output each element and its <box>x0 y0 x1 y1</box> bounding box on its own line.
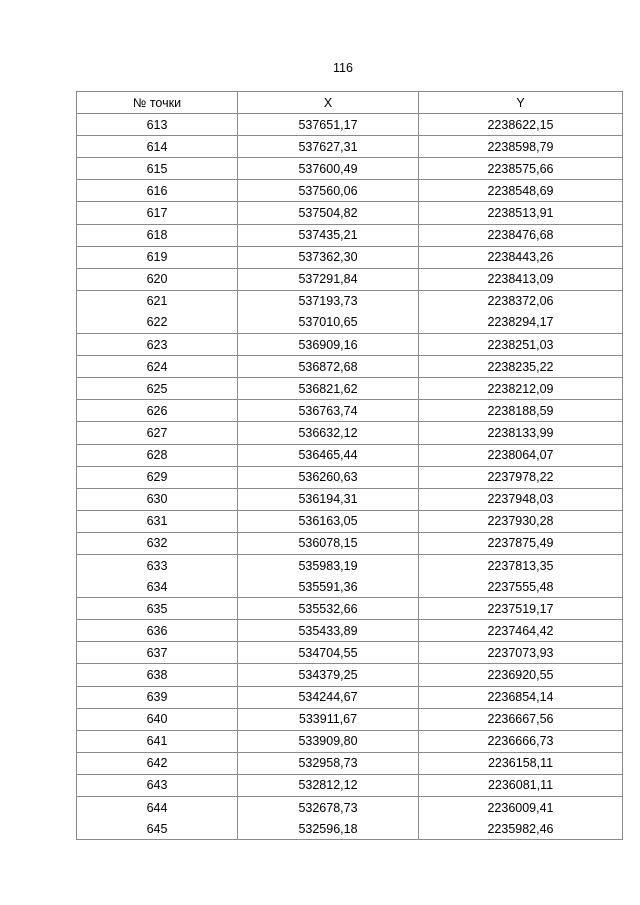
x-coordinate-cell: 533909,80 <box>238 730 419 752</box>
y-coordinate-cell: 2237519,17 <box>419 598 623 620</box>
x-coordinate-cell: 533911,67 <box>238 708 419 730</box>
point-number-cell: 613 <box>77 114 238 136</box>
table-row <box>77 246 623 268</box>
x-coordinate-cell: 535532,66 <box>238 598 419 620</box>
table-row <box>77 730 623 752</box>
table-row <box>77 180 623 202</box>
x-coordinate-cell: 532678,73 <box>238 797 419 819</box>
y-coordinate-cell: 2238133,99 <box>419 422 623 444</box>
table-row <box>77 554 623 576</box>
y-coordinate-cell: 2238548,69 <box>419 180 623 202</box>
point-number-cell: 614 <box>77 136 238 158</box>
y-coordinate-cell: 2238235,22 <box>419 356 623 378</box>
x-coordinate-cell: 532812,12 <box>238 774 419 796</box>
point-number-cell: 626 <box>77 400 238 422</box>
point-number-cell: 632 <box>77 532 238 554</box>
x-coordinate-cell: 536465,44 <box>238 444 419 466</box>
y-coordinate-cell: 2238575,66 <box>419 158 623 180</box>
point-number-cell: 629 <box>77 466 238 488</box>
table-row <box>77 334 623 356</box>
x-coordinate-cell: 537193,73 <box>238 290 419 312</box>
table-row <box>77 664 623 686</box>
y-coordinate-cell: 2237073,93 <box>419 642 623 664</box>
table-row <box>77 532 623 554</box>
y-coordinate-cell: 2238598,79 <box>419 136 623 158</box>
x-coordinate-cell: 537435,21 <box>238 224 419 246</box>
point-number-cell: 645 <box>77 818 238 840</box>
point-number-cell: 618 <box>77 224 238 246</box>
table-row <box>77 136 623 158</box>
table-body <box>77 114 623 840</box>
point-number-cell: 630 <box>77 488 238 510</box>
table-row <box>77 466 623 488</box>
point-number-cell: 616 <box>77 180 238 202</box>
x-coordinate-cell: 537010,65 <box>238 312 419 334</box>
y-coordinate-cell: 2237930,28 <box>419 510 623 532</box>
point-number-cell: 637 <box>77 642 238 664</box>
table-row <box>77 797 623 819</box>
x-coordinate-cell: 534244,67 <box>238 686 419 708</box>
y-coordinate-cell: 2237464,42 <box>419 620 623 642</box>
table-header-row <box>77 92 623 114</box>
column-header-x: X <box>238 92 419 114</box>
y-coordinate-cell: 2236920,55 <box>419 664 623 686</box>
point-number-cell: 634 <box>77 576 238 598</box>
table-row <box>77 444 623 466</box>
y-coordinate-cell: 2236158,11 <box>419 752 623 774</box>
point-number-cell: 623 <box>77 334 238 356</box>
table-row <box>77 642 623 664</box>
point-number-cell: 641 <box>77 730 238 752</box>
table-row <box>77 158 623 180</box>
x-coordinate-cell: 532596,18 <box>238 818 419 840</box>
table-row <box>77 708 623 730</box>
table-row <box>77 378 623 400</box>
y-coordinate-cell: 2236009,41 <box>419 797 623 819</box>
point-number-cell: 643 <box>77 774 238 796</box>
y-coordinate-cell: 2238251,03 <box>419 334 623 356</box>
table-row <box>77 576 623 598</box>
point-number-cell: 644 <box>77 797 238 819</box>
y-coordinate-cell: 2238188,59 <box>419 400 623 422</box>
x-coordinate-cell: 536909,16 <box>238 334 419 356</box>
y-coordinate-cell: 2238513,91 <box>419 202 623 224</box>
page-number: 116 <box>333 61 353 75</box>
x-coordinate-cell: 535591,36 <box>238 576 419 598</box>
x-coordinate-cell: 537651,17 <box>238 114 419 136</box>
point-number-cell: 640 <box>77 708 238 730</box>
y-coordinate-cell: 2236081,11 <box>419 774 623 796</box>
point-number-cell: 635 <box>77 598 238 620</box>
point-number-cell: 624 <box>77 356 238 378</box>
point-number-cell: 621 <box>77 290 238 312</box>
x-coordinate-cell: 536260,63 <box>238 466 419 488</box>
point-number-cell: 625 <box>77 378 238 400</box>
column-header-y: Y <box>419 92 623 114</box>
x-coordinate-cell: 537560,06 <box>238 180 419 202</box>
y-coordinate-cell: 2238476,68 <box>419 224 623 246</box>
table-row <box>77 312 623 334</box>
point-number-cell: 631 <box>77 510 238 532</box>
y-coordinate-cell: 2236854,14 <box>419 686 623 708</box>
y-coordinate-cell: 2236667,56 <box>419 708 623 730</box>
point-number-cell: 619 <box>77 246 238 268</box>
x-coordinate-cell: 537627,31 <box>238 136 419 158</box>
x-coordinate-cell: 536078,15 <box>238 532 419 554</box>
table-row <box>77 290 623 312</box>
table-row <box>77 752 623 774</box>
y-coordinate-cell: 2237978,22 <box>419 466 623 488</box>
point-number-cell: 639 <box>77 686 238 708</box>
x-coordinate-cell: 532958,73 <box>238 752 419 774</box>
coordinates-table <box>76 91 623 840</box>
y-coordinate-cell: 2238372,06 <box>419 290 623 312</box>
table-row <box>77 598 623 620</box>
table-row <box>77 400 623 422</box>
table-row <box>77 686 623 708</box>
y-coordinate-cell: 2237948,03 <box>419 488 623 510</box>
table-row <box>77 774 623 796</box>
x-coordinate-cell: 536194,31 <box>238 488 419 510</box>
y-coordinate-cell: 2237875,49 <box>419 532 623 554</box>
x-coordinate-cell: 536763,74 <box>238 400 419 422</box>
point-number-cell: 620 <box>77 268 238 290</box>
point-number-cell: 638 <box>77 664 238 686</box>
x-coordinate-cell: 536872,68 <box>238 356 419 378</box>
table-row <box>77 356 623 378</box>
table-row <box>77 818 623 840</box>
point-number-cell: 628 <box>77 444 238 466</box>
point-number-cell: 627 <box>77 422 238 444</box>
y-coordinate-cell: 2237813,35 <box>419 554 623 576</box>
x-coordinate-cell: 534379,25 <box>238 664 419 686</box>
x-coordinate-cell: 535433,89 <box>238 620 419 642</box>
table-row <box>77 114 623 136</box>
x-coordinate-cell: 537600,49 <box>238 158 419 180</box>
x-coordinate-cell: 536821,62 <box>238 378 419 400</box>
x-coordinate-cell: 537504,82 <box>238 202 419 224</box>
table-row <box>77 620 623 642</box>
x-coordinate-cell: 537362,30 <box>238 246 419 268</box>
table-row <box>77 202 623 224</box>
y-coordinate-cell: 2236666,73 <box>419 730 623 752</box>
y-coordinate-cell: 2238622,15 <box>419 114 623 136</box>
point-number-cell: 633 <box>77 554 238 576</box>
y-coordinate-cell: 2235982,46 <box>419 818 623 840</box>
point-number-cell: 615 <box>77 158 238 180</box>
column-header-point-number: № точки <box>77 92 238 114</box>
y-coordinate-cell: 2238294,17 <box>419 312 623 334</box>
x-coordinate-cell: 534704,55 <box>238 642 419 664</box>
x-coordinate-cell: 536632,12 <box>238 422 419 444</box>
table-row <box>77 488 623 510</box>
point-number-cell: 636 <box>77 620 238 642</box>
y-coordinate-cell: 2238413,09 <box>419 268 623 290</box>
y-coordinate-cell: 2238064,07 <box>419 444 623 466</box>
point-number-cell: 622 <box>77 312 238 334</box>
x-coordinate-cell: 537291,84 <box>238 268 419 290</box>
table-row <box>77 510 623 532</box>
table-row <box>77 268 623 290</box>
table-row <box>77 422 623 444</box>
point-number-cell: 642 <box>77 752 238 774</box>
y-coordinate-cell: 2238212,09 <box>419 378 623 400</box>
point-number-cell: 617 <box>77 202 238 224</box>
table-row <box>77 224 623 246</box>
x-coordinate-cell: 535983,19 <box>238 554 419 576</box>
x-coordinate-cell: 536163,05 <box>238 510 419 532</box>
y-coordinate-cell: 2238443,26 <box>419 246 623 268</box>
y-coordinate-cell: 2237555,48 <box>419 576 623 598</box>
